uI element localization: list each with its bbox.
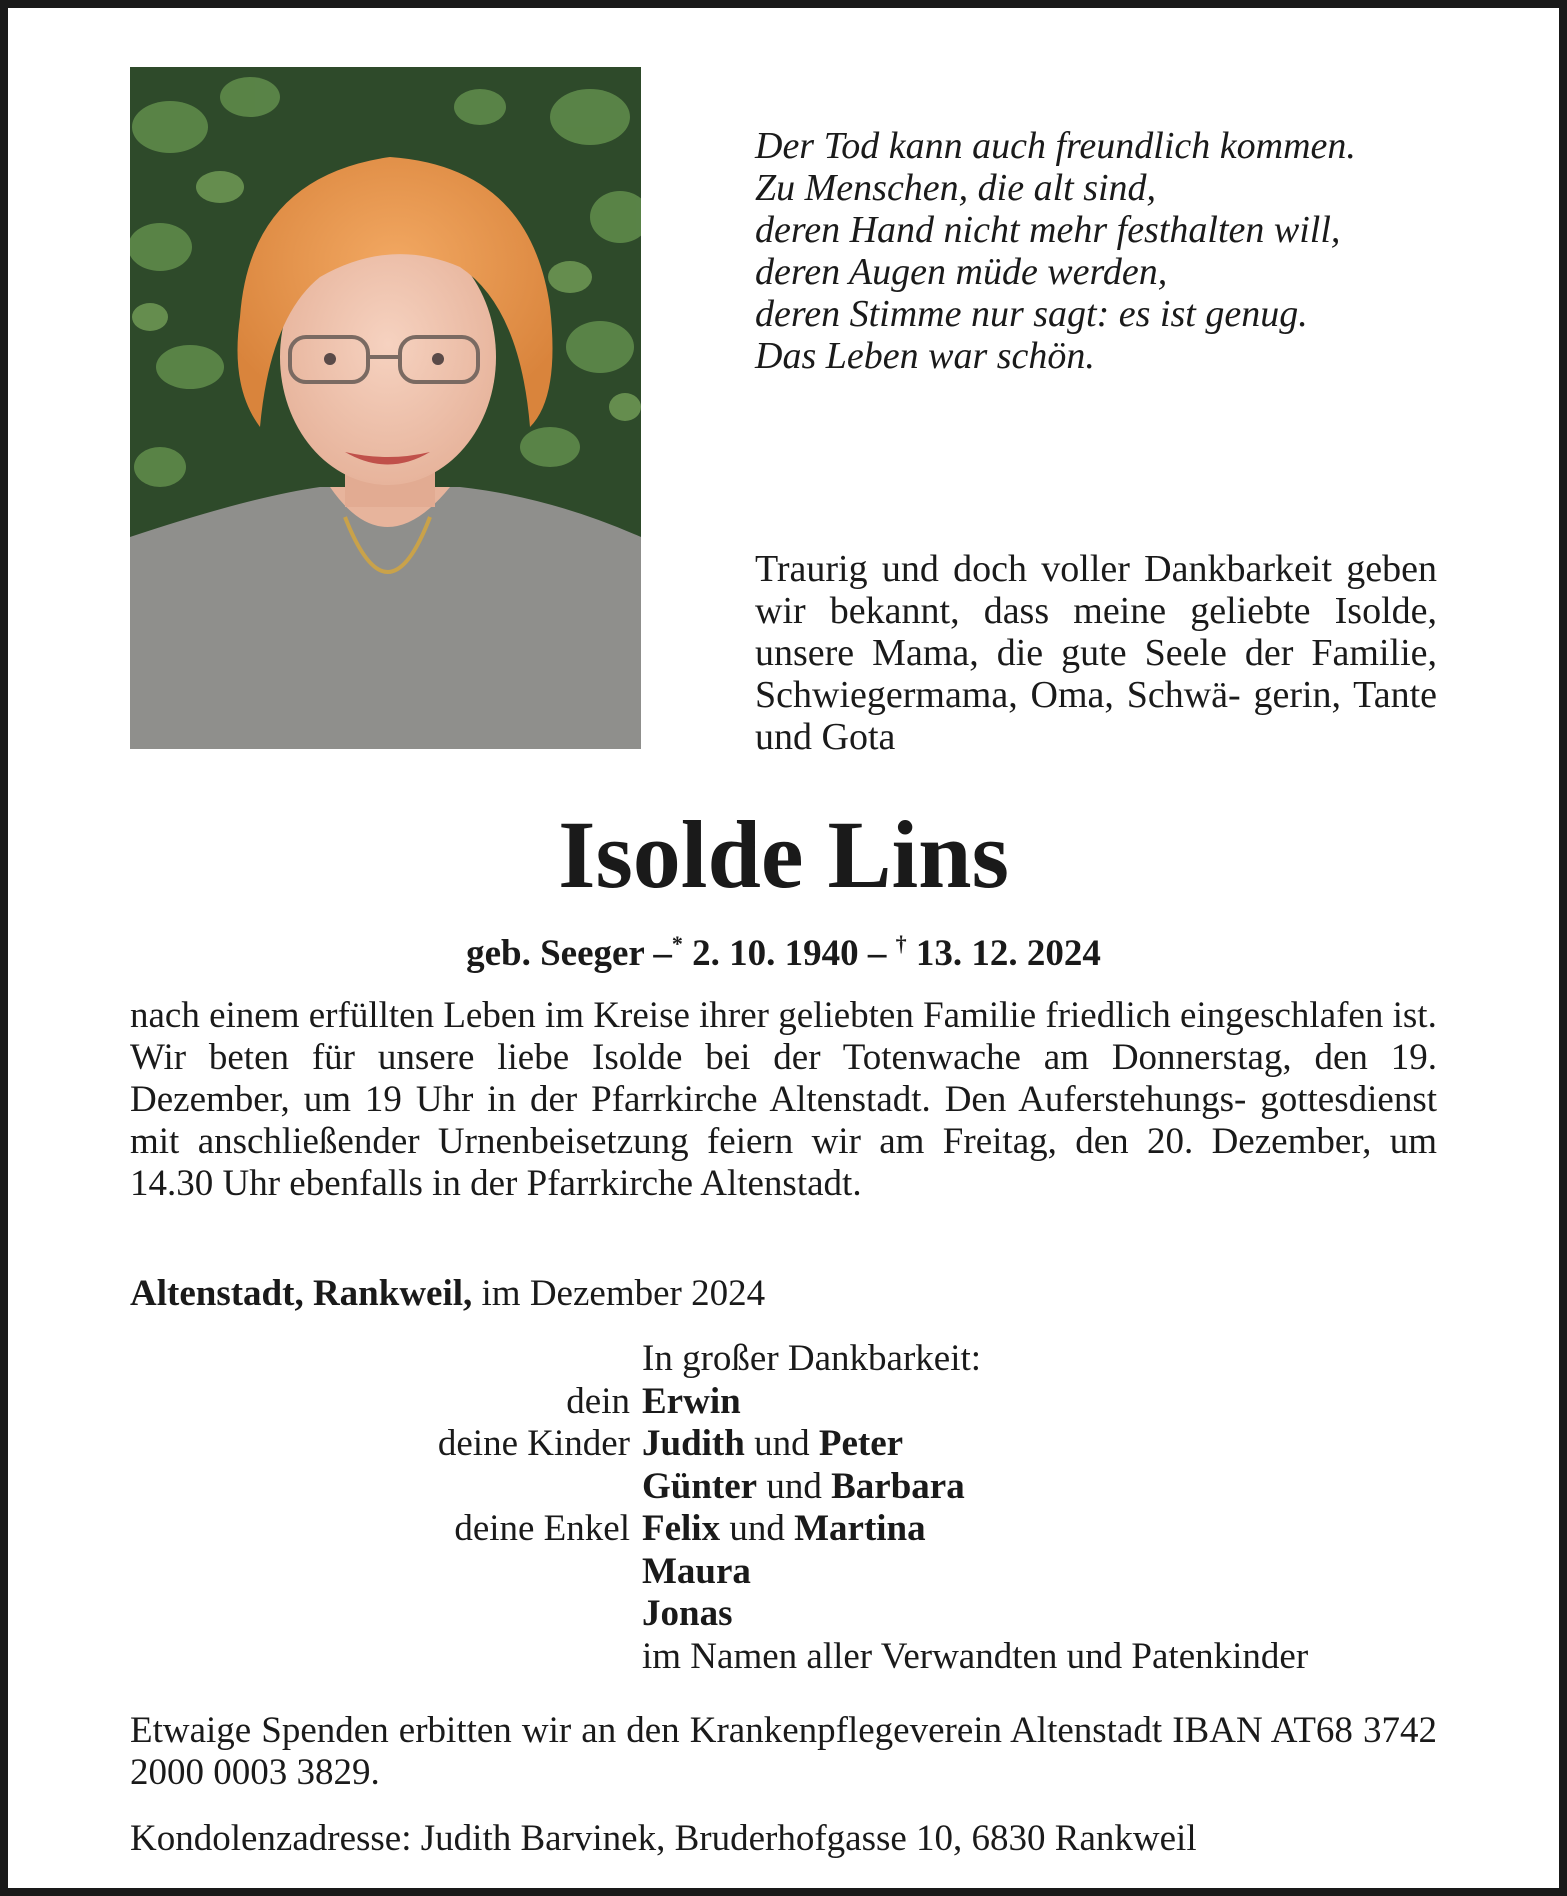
signer-name: Felix <box>642 1508 721 1549</box>
relation-label: deine Enkel <box>454 1508 630 1549</box>
signers-closing: im Namen aller Verwandten und Patenkinder <box>642 1635 1309 1677</box>
obituary-body <box>130 995 1437 1205</box>
signer-name: Peter <box>818 1423 904 1464</box>
portrait-image <box>130 67 641 749</box>
donation-note: Etwaige Spenden erbitten wir an den Krankenpflegeverein Altenstadt IBAN AT68 3742 2000 0003 3829. <box>130 1710 1437 1793</box>
signers-closing-row <box>130 1636 1437 1679</box>
condolence-address: Kondolenzadresse: Judith Barvinek, Bruderhofgasse 10, 6830 Rankweil <box>130 1818 1197 1859</box>
signer-name: Erwin <box>642 1380 741 1422</box>
death-date: 13. 12. 2024 <box>915 933 1101 974</box>
relation-label: deine Kinder <box>437 1423 630 1464</box>
signers-heading-row <box>130 1338 1437 1381</box>
conjunction: und <box>754 1423 810 1464</box>
life-dates: geb. Seeger –* 2. 10. 1940 – † 13. 12. 2024 <box>466 931 1101 974</box>
signer-row <box>130 1423 1437 1466</box>
conjunction: und <box>766 1465 822 1507</box>
birth-date: 2. 10. 1940 <box>692 933 859 974</box>
signer-row <box>130 1508 1437 1551</box>
maiden-name: geb. Seeger <box>466 933 645 974</box>
signer-row <box>130 1593 1437 1636</box>
portrait-photo <box>130 67 641 749</box>
signer-row <box>130 1381 1437 1424</box>
signer-name: Jonas <box>642 1593 733 1634</box>
signer-row <box>130 1551 1437 1594</box>
signers-block <box>130 1338 1437 1678</box>
born-symbol: * <box>671 931 683 956</box>
body-paragraph-2: Wir beten für unsere liebe Isolde bei der Totenwache am Donnerstag, den 19. Dezember, um 19 Uhr in der Pfarrkirche Altenstadt. Den Auferstehungs- gottesdienst mit anschließender Urnenbeisetzung feiern wir am Freitag, den 20. Dezember, um 14.30 Uhr ebenfalls in der Pfarrkirche Altenstadt. <box>130 1037 1437 1204</box>
signer-name: Barbara <box>831 1465 965 1507</box>
signer-row <box>130 1466 1437 1509</box>
body-paragraph-1: nach einem erfüllten Leben im Kreise ihrer geliebten Familie friedlich eingeschlafen ist. <box>130 995 1437 1036</box>
conjunction: und <box>729 1508 785 1549</box>
place-date <box>130 1273 765 1315</box>
signer-name: Maura <box>642 1550 751 1592</box>
relation-label: dein <box>566 1380 630 1422</box>
deceased-name: Isolde Lins <box>558 801 1009 908</box>
signers-heading: In großer Dankbarkeit: <box>642 1338 982 1379</box>
place-location: Altenstadt, Rankweil, <box>130 1273 473 1314</box>
signer-name: Günter <box>642 1465 758 1507</box>
signer-name: Judith <box>642 1423 745 1464</box>
signer-name: Martina <box>794 1508 926 1549</box>
died-symbol: † <box>895 931 907 956</box>
announcement-intro: Traurig und doch voller Dankbarkeit geben wir bekannt, dass meine geliebte Isolde, unsere Mama, die gute Seele der Familie, Schwiegermama, Oma, Schwä- gerin, Tante und Gota <box>755 548 1437 758</box>
place-month: im Dezember 2024 <box>481 1273 766 1314</box>
poem: Der Tod kann auch freundlich kommen. Zu Menschen, die alt sind, deren Hand nicht mehr festhalten will, deren Augen müde werden, deren Stimme nur sagt: es ist genug. Das Leben war schön. <box>755 125 1356 377</box>
